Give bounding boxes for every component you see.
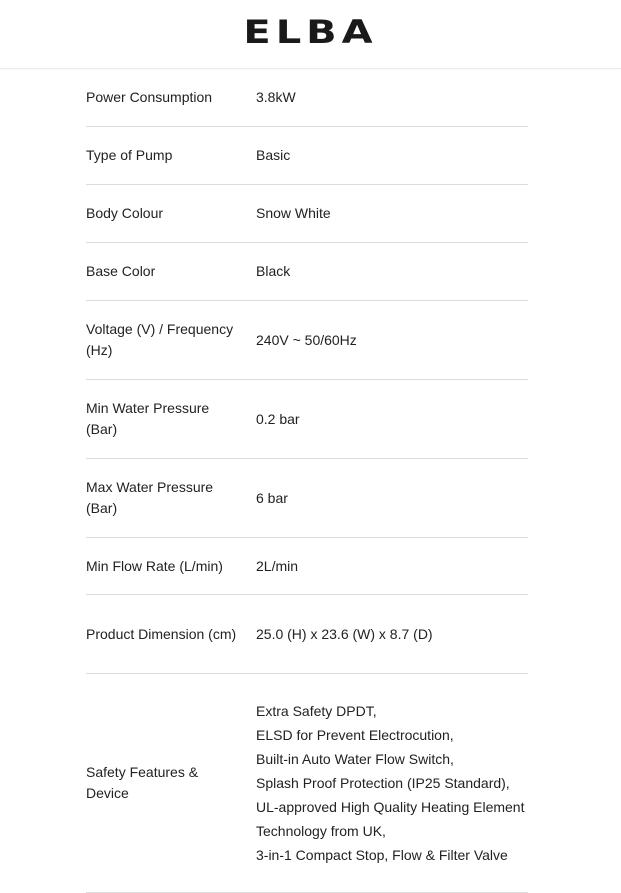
spec-table bbox=[86, 69, 528, 893]
safety-feature: Extra Safety DPDT, bbox=[256, 703, 377, 719]
spec-value: 2L/min bbox=[256, 557, 299, 574]
site-header bbox=[0, 0, 621, 69]
spec-row bbox=[86, 69, 528, 127]
spec-row bbox=[86, 301, 528, 380]
spec-row bbox=[86, 380, 528, 459]
safety-feature: 3-in-1 Compact Stop, Flow & Filter Valve bbox=[256, 847, 508, 863]
spec-label: Power Consumption bbox=[86, 89, 213, 105]
spec-value: Black bbox=[256, 263, 291, 279]
spec-label: Min Flow Rate (L/min) bbox=[86, 557, 223, 574]
spec-value: 3.8kW bbox=[256, 89, 296, 105]
safety-feature: Built-in Auto Water Flow Switch, bbox=[256, 751, 454, 767]
spec-label: Min Water Pressure (Bar) bbox=[86, 400, 210, 437]
elba-logo[interactable]: ELBA bbox=[243, 13, 378, 51]
spec-value: 240V ~ 50/60Hz bbox=[256, 331, 357, 348]
spec-label: Voltage (V) / Frequency (Hz) bbox=[86, 321, 234, 358]
spec-label: Type of Pump bbox=[86, 147, 173, 163]
spec-label: Product Dimension (cm) bbox=[86, 625, 237, 642]
spec-value: 0.2 bar bbox=[256, 410, 300, 427]
spec-label: Max Water Pressure (Bar) bbox=[86, 479, 214, 516]
spec-row bbox=[86, 185, 528, 243]
spec-label: Base Color bbox=[86, 263, 156, 279]
spec-row bbox=[86, 243, 528, 301]
spec-value-list bbox=[256, 699, 528, 867]
safety-feature: UL-approved High Quality Heating Element Technology from UK, bbox=[256, 799, 525, 839]
spec-label: Safety Features & Device bbox=[86, 764, 199, 801]
spec-label: Body Colour bbox=[86, 205, 164, 221]
spec-value: Snow White bbox=[256, 205, 331, 221]
spec-value: 25.0 (H) x 23.6 (W) x 8.7 (D) bbox=[256, 625, 433, 642]
safety-feature: ELSD for Prevent Electrocution, bbox=[256, 727, 454, 743]
spec-row bbox=[86, 674, 528, 893]
spec-row bbox=[86, 538, 528, 595]
spec-row bbox=[86, 459, 528, 538]
spec-value: 6 bar bbox=[256, 489, 288, 506]
spec-value: Basic bbox=[256, 147, 291, 163]
safety-feature: Splash Proof Protection (IP25 Standard), bbox=[256, 775, 510, 791]
spec-row bbox=[86, 127, 528, 185]
spec-row bbox=[86, 595, 528, 674]
